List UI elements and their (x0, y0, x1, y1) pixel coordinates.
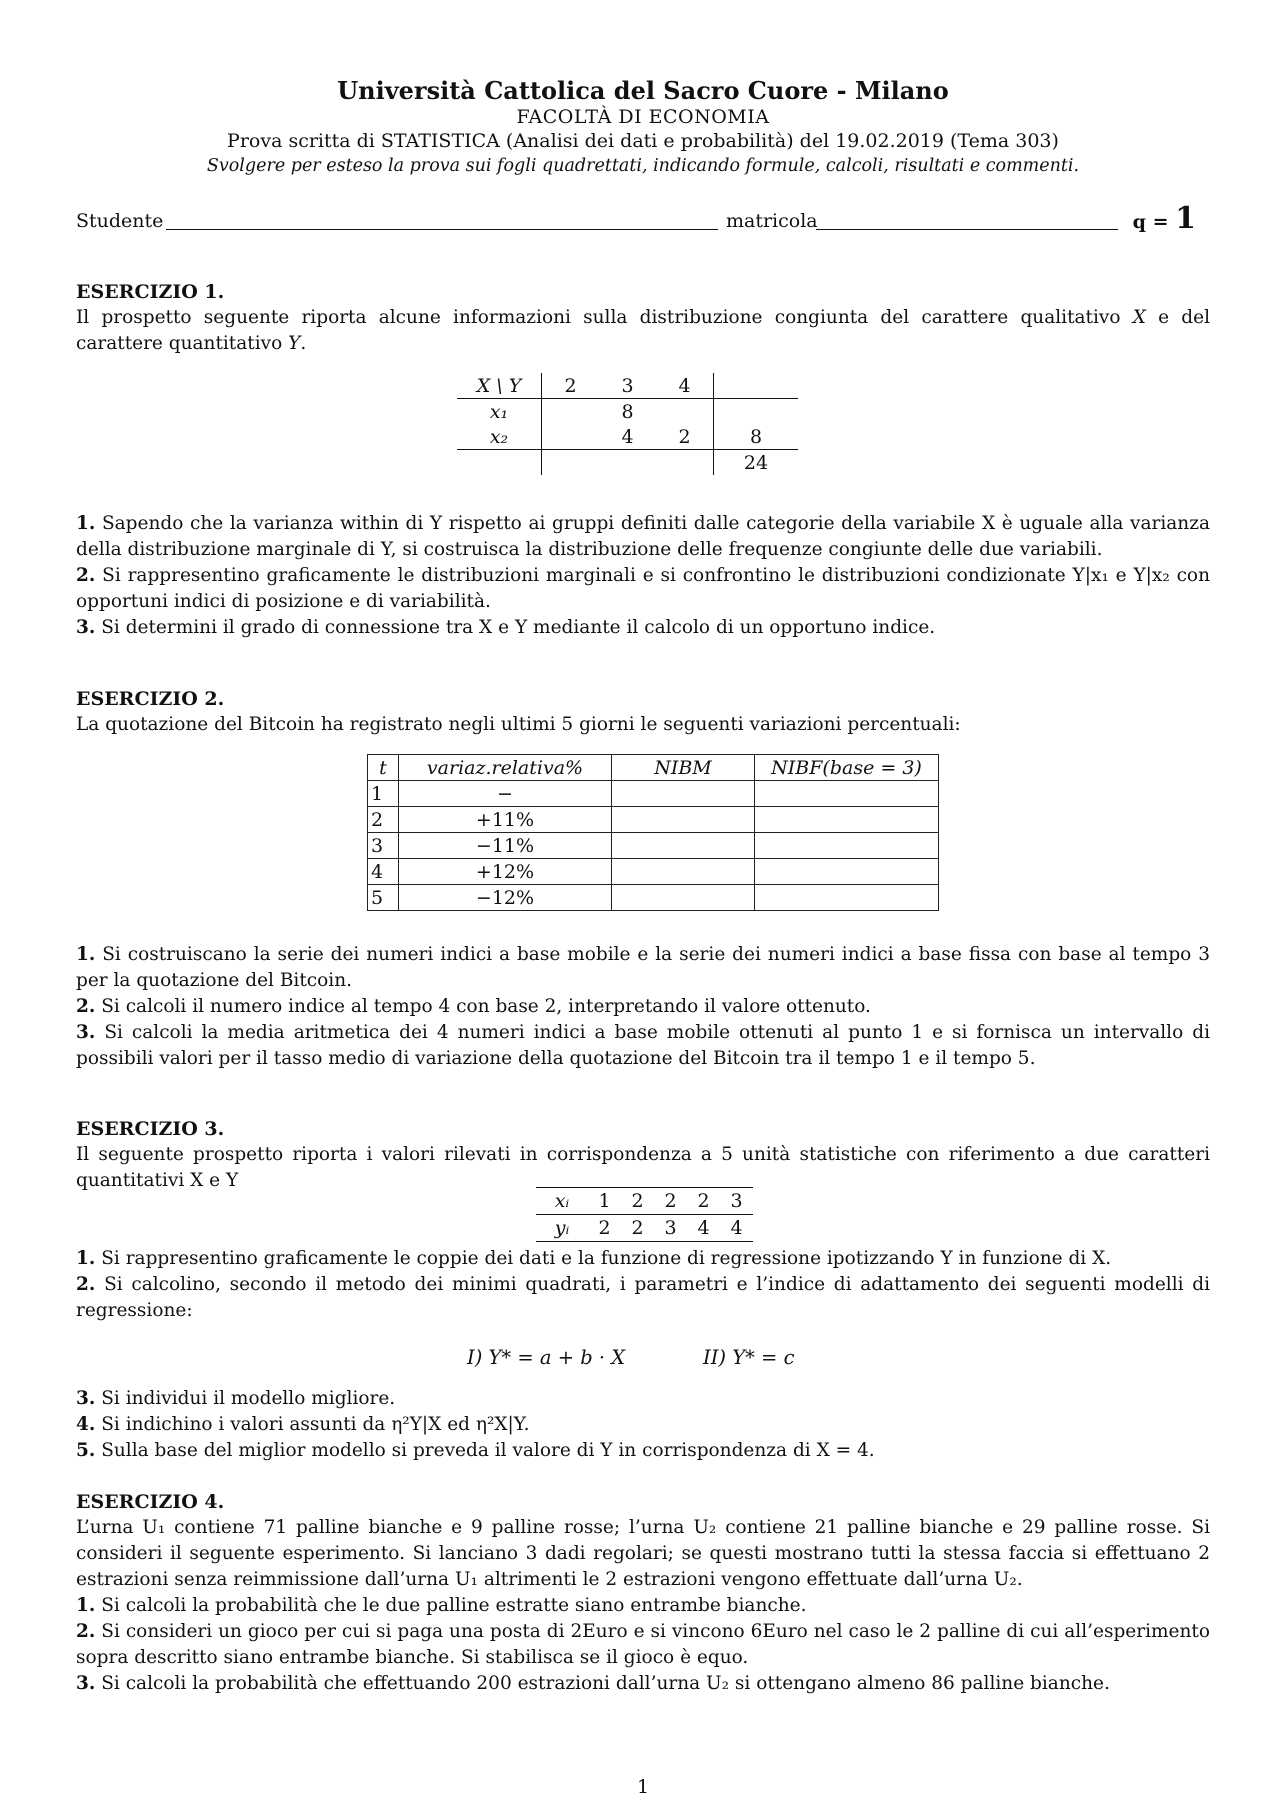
page-number: 1 (636, 1776, 650, 1798)
exercise-3-title: ESERCIZIO 3. (76, 1118, 225, 1140)
table-cell: 4 (687, 1215, 720, 1242)
row-label: x₂ (457, 424, 542, 450)
table-row (536, 1215, 753, 1242)
table-header: 3 (599, 373, 656, 399)
exercise-1-title: ESERCIZIO 1. (76, 281, 225, 303)
table-row (368, 755, 939, 781)
exercise-2-questions: 1. Si costruiscano la serie dei numeri indici a base mobile e la serie dei numeri indici a base fissa con base al tempo 3 per la quotazione del Bitcoin. 2. Si calcoli il numero indice al tempo 4 con base 2, interpretando il valore ottenuto. 3. Si calcoli la media aritmetica dei 4 numeri indici a base mobile ottenuti al punto 1 e si fornisca un intervallo di possibili valori per il tasso medio di variazione della quotazione del Bitcoin tra il tempo 1 e il tempo 5. (76, 944, 1210, 1069)
q-value: q = 1 (1132, 201, 1196, 236)
table-cell: 2 (588, 1215, 621, 1242)
table-cell: 4 (599, 424, 656, 450)
table-cell (542, 399, 600, 425)
row-label: xᵢ (536, 1188, 588, 1215)
regression-model-2: II) Y* = c (703, 1346, 795, 1369)
table-cell (656, 399, 714, 425)
joint-distribution-table (457, 373, 798, 475)
table-row (368, 859, 939, 885)
table-header: 4 (656, 373, 714, 399)
exercise-2-title: ESERCIZIO 2. (76, 688, 225, 710)
table-cell[interactable] (755, 781, 939, 807)
exam-instructions: Svolgere per esteso la prova sui fogli quadrettati, indicando formule, calcoli, risultati e commenti. (206, 156, 1080, 176)
table-cell: 2 (654, 1188, 687, 1215)
exercise-4-text: L’urna U₁ contiene 71 palline bianche e 9 palline rosse; l’urna U₂ contiene 21 palline bianche e 29 palline rosse. Si consideri il seguente esperimento. Si lanciano 3 dadi regolari; se questi mostrano tutti la stessa faccia si effettuano 2 estrazioni senza reimmissione dall’urna U₁ altrimenti le 2 estrazioni vengono effettuate dall’urna U₂. 1. Si calcoli la probabilità che le due palline estratte siano entrambe bianche. 2. Si consideri un gioco per cui si paga una posta di 2Euro e si vincono 6Euro nel caso le 2 palline di cui all’esperimento sopra descritto siano entrambe bianche. Si stabilisca se il gioco è equo. 3. Si calcoli la probabilità che effettuando 200 estrazioni dall’urna U₂ si ottengano almeno 86 palline bianche. (76, 1517, 1210, 1694)
table-cell: 3 (720, 1188, 753, 1215)
table-cell: 3 (654, 1215, 687, 1242)
exercise-3-intro: Il seguente prospetto riporta i valori rilevati in corrispondenza a 5 unità statistiche con riferimento a due caratteri quantitativi X e Y (76, 1144, 1210, 1191)
table-header: NIBM (612, 755, 755, 781)
table-cell: −12% (399, 885, 612, 911)
table-cell: 8 (714, 424, 799, 450)
table-header: NIBF(base = 3) (755, 755, 939, 781)
bitcoin-table (367, 754, 939, 911)
table-cell: 2 (621, 1188, 654, 1215)
row-label (457, 450, 542, 476)
table-cell: 3 (368, 833, 399, 859)
table-header: t (368, 755, 399, 781)
exercise-3-questions-b: 3. Si individui il modello migliore. 4. Si indichino i valori assunti da η²Y|X ed η²X|Y. 5. Sulla base del miglior modello si preveda il valore di Y in corrispondenza di X = 4. (76, 1388, 875, 1461)
table-cell (714, 399, 799, 425)
table-header: 2 (542, 373, 600, 399)
table-cell: 2 (656, 424, 714, 450)
exam-title: Prova scritta di STATISTICA (Analisi dei dati e probabilità) del 19.02.2019 (Tema 303) (227, 130, 1059, 152)
matricola-label: matricola (726, 210, 818, 232)
table-row (368, 807, 939, 833)
table-cell (542, 424, 600, 450)
table-cell: − (399, 781, 612, 807)
xy-data-table (536, 1187, 753, 1242)
table-cell: 5 (368, 885, 399, 911)
table-cell (599, 450, 656, 476)
table-cell: 2 (621, 1215, 654, 1242)
table-cell: +12% (399, 859, 612, 885)
exercise-3-questions-a: 1. Si rappresentino graficamente le coppie dei dati e la funzione di regressione ipotizzando Y in funzione di X. 2. Si calcolino, secondo il metodo dei minimi quadrati, i parametri e l’indice di adattamento dei seguenti modelli di regressione: (76, 1248, 1211, 1321)
university-title: Università Cattolica del Sacro Cuore - Milano (337, 76, 949, 105)
student-name-line[interactable] (166, 229, 718, 230)
table-row (457, 399, 798, 425)
faculty-title: FACOLTÀ DI ECONOMIA (516, 106, 770, 128)
table-header: variaz.relativa% (399, 755, 612, 781)
table-row (368, 885, 939, 911)
table-cell[interactable] (612, 885, 755, 911)
table-cell[interactable] (755, 807, 939, 833)
table-total: 24 (714, 450, 799, 476)
table-cell (656, 450, 714, 476)
table-row (536, 1188, 753, 1215)
table-cell[interactable] (755, 885, 939, 911)
table-cell: 2 (687, 1188, 720, 1215)
row-label: yᵢ (536, 1215, 588, 1242)
table-cell: 2 (368, 807, 399, 833)
student-label: Studente (76, 210, 164, 232)
row-label: x₁ (457, 399, 542, 425)
exercise-1-intro: Il prospetto seguente riporta alcune informazioni sulla distribuzione congiunta del carattere qualitativo X e del carattere quantitativo Y. (76, 307, 1210, 354)
table-cell (542, 450, 600, 476)
table-cell: +11% (399, 807, 612, 833)
table-cell: 4 (368, 859, 399, 885)
table-cell[interactable] (755, 833, 939, 859)
exercise-1-questions: 1. Sapendo che la varianza within di Y rispetto ai gruppi definiti dalle categorie della variabile X è uguale alla varianza della distribuzione marginale di Y, si costruisca la distribuzione delle frequenze congiunte delle due variabili. 2. Si rappresentino graficamente le distribuzioni marginali e si confrontino le distribuzioni condizionate Y|x₁ e Y|x₂ con opportuni indici di posizione e di variabilità. 3. Si determini il grado di connessione tra X e Y mediante il calcolo di un opportuno indice. (76, 513, 1210, 638)
student-row (76, 201, 1210, 238)
table-row (457, 450, 798, 476)
exercise-2-intro: La quotazione del Bitcoin ha registrato negli ultimi 5 giorni le seguenti variazioni percentuali: (76, 714, 961, 735)
table-row (457, 424, 798, 450)
table-cell: 4 (720, 1215, 753, 1242)
table-cell[interactable] (612, 807, 755, 833)
table-cell[interactable] (755, 859, 939, 885)
table-row (457, 373, 798, 399)
regression-model-1: I) Y* = a + b · X (467, 1346, 626, 1369)
matricola-line[interactable] (816, 229, 1118, 230)
table-cell[interactable] (612, 833, 755, 859)
table-header (714, 373, 799, 399)
table-cell[interactable] (612, 859, 755, 885)
table-cell: 8 (621, 400, 634, 423)
table-corner: X \ Y (457, 373, 542, 399)
table-cell: 1 (588, 1188, 621, 1215)
table-cell[interactable] (612, 781, 755, 807)
exercise-4-title: ESERCIZIO 4. (76, 1491, 225, 1513)
table-row (368, 781, 939, 807)
table-cell: −11% (399, 833, 612, 859)
table-cell: 1 (368, 781, 399, 807)
table-row (368, 833, 939, 859)
